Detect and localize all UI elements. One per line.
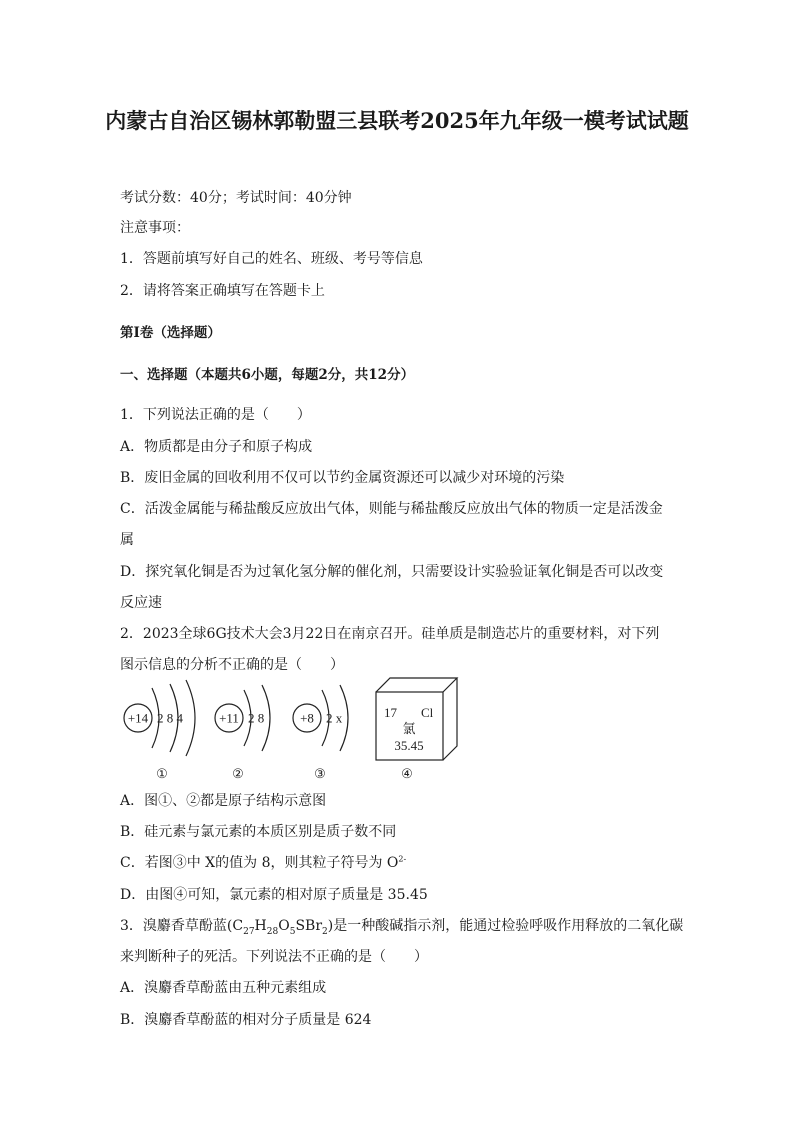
q2-option-c-charge: 2- (398, 854, 407, 864)
q3-option-b: B．溴麝香草酚蓝的相对分子质量是 624 (120, 1012, 372, 1028)
q2-stem: 2．2023全球6G技术大会3月22日在南京召开。硅单质是制造芯片的重要材料，对下列 (120, 626, 660, 642)
q1-option-c-cont: 属 (120, 532, 134, 548)
page-title: 内蒙古自治区锡林郭勒盟三县联考2025年九年级一模考试试题 (105, 108, 689, 133)
q2-option-b: B．硅元素与氯元素的本质区别是质子数不同 (120, 824, 397, 840)
diagram3-nucleus: +8 (300, 710, 314, 726)
q2-option-c-text: C．若图③中 X的值为 8，则其粒子符号为 O (120, 855, 399, 871)
q3-formula-sub: 27 (243, 926, 255, 937)
q3-stem-cont: 来判断种子的死活。下列说法不正确的是（ ） (120, 949, 428, 965)
element-label: ④ (401, 766, 413, 781)
q1-option-b: B．废旧金属的回收利用不仅可以节约金属资源还可以减少对环境的污染 (120, 470, 565, 486)
diagram3-label: ③ (314, 766, 326, 781)
q1-option-d-cont: 反应速 (120, 595, 162, 611)
diagram2-label: ② (232, 766, 244, 781)
q3-stem-pre: 3．溴麝香草酚蓝(C (120, 918, 244, 934)
diagram1-nucleus: +14 (127, 710, 149, 726)
q3-formula-o: O (278, 918, 290, 934)
element-symbol: Cl (421, 705, 434, 720)
q3-stem-post: )是一种酸碱指示剂，能通过检验呼吸作用释放的二氧化碳 (327, 918, 684, 934)
diagram2-nucleus: +11 (219, 710, 239, 726)
q3-formula-sub: 5 (289, 926, 296, 937)
q3-formula-sbr: SBr (295, 918, 323, 934)
q1-option-a: A．物质都是由分子和原子构成 (120, 439, 313, 455)
q3-formula-sub: 28 (266, 926, 279, 937)
exam-info: 考试分数：40分；考试时间：40分钟 (120, 190, 352, 206)
diagram2-shells: 2 8 (248, 710, 265, 726)
diagram3-shells: 2 x (326, 710, 343, 726)
notes-title: 注意事项： (120, 220, 190, 236)
q2-stem-cont: 图示信息的分析不正确的是（ ） (120, 657, 344, 673)
q3-formula-h: H (254, 918, 267, 934)
q2-figure (110, 676, 470, 786)
q1-stem: 1．下列说法正确的是（ ） (120, 407, 311, 423)
q2-option-c (120, 852, 406, 872)
q2-option-d: D．由图④可知，氯元素的相对原子质量是 35.45 (120, 887, 428, 903)
element-number: 17 (384, 705, 397, 720)
q2-option-a: A．图①、②都是原子结构示意图 (120, 793, 327, 809)
element-name: 氯 (402, 721, 416, 736)
q1-option-c: C．活泼金属能与稀盐酸反应放出气体，则能与稀盐酸反应放出气体的物质一定是活泼金 (120, 501, 663, 517)
note-2: 2．请将答案正确填写在答题卡上 (120, 283, 325, 299)
q3-option-a: A．溴麝香草酚蓝由五种元素组成 (120, 980, 327, 996)
q1-option-d: D．探究氧化铜是否为过氧化氢分解的催化剂，只需要设计实验验证氧化铜是否可以改变 (120, 564, 664, 580)
section-heading: 一、选择题（本题共6小题，每题2分，共12分） (120, 367, 415, 383)
part-heading: 第I卷（选择题） (120, 325, 221, 341)
note-1: 1．答题前填写好自己的姓名、班级、考号等信息 (120, 251, 423, 267)
element-mass: 35.45 (394, 738, 424, 753)
q3-formula-sub: 2 (322, 926, 328, 937)
q3-stem (120, 915, 683, 937)
diagram1-shells: 2 8 4 (157, 710, 183, 726)
diagram1-label: ① (156, 766, 168, 781)
